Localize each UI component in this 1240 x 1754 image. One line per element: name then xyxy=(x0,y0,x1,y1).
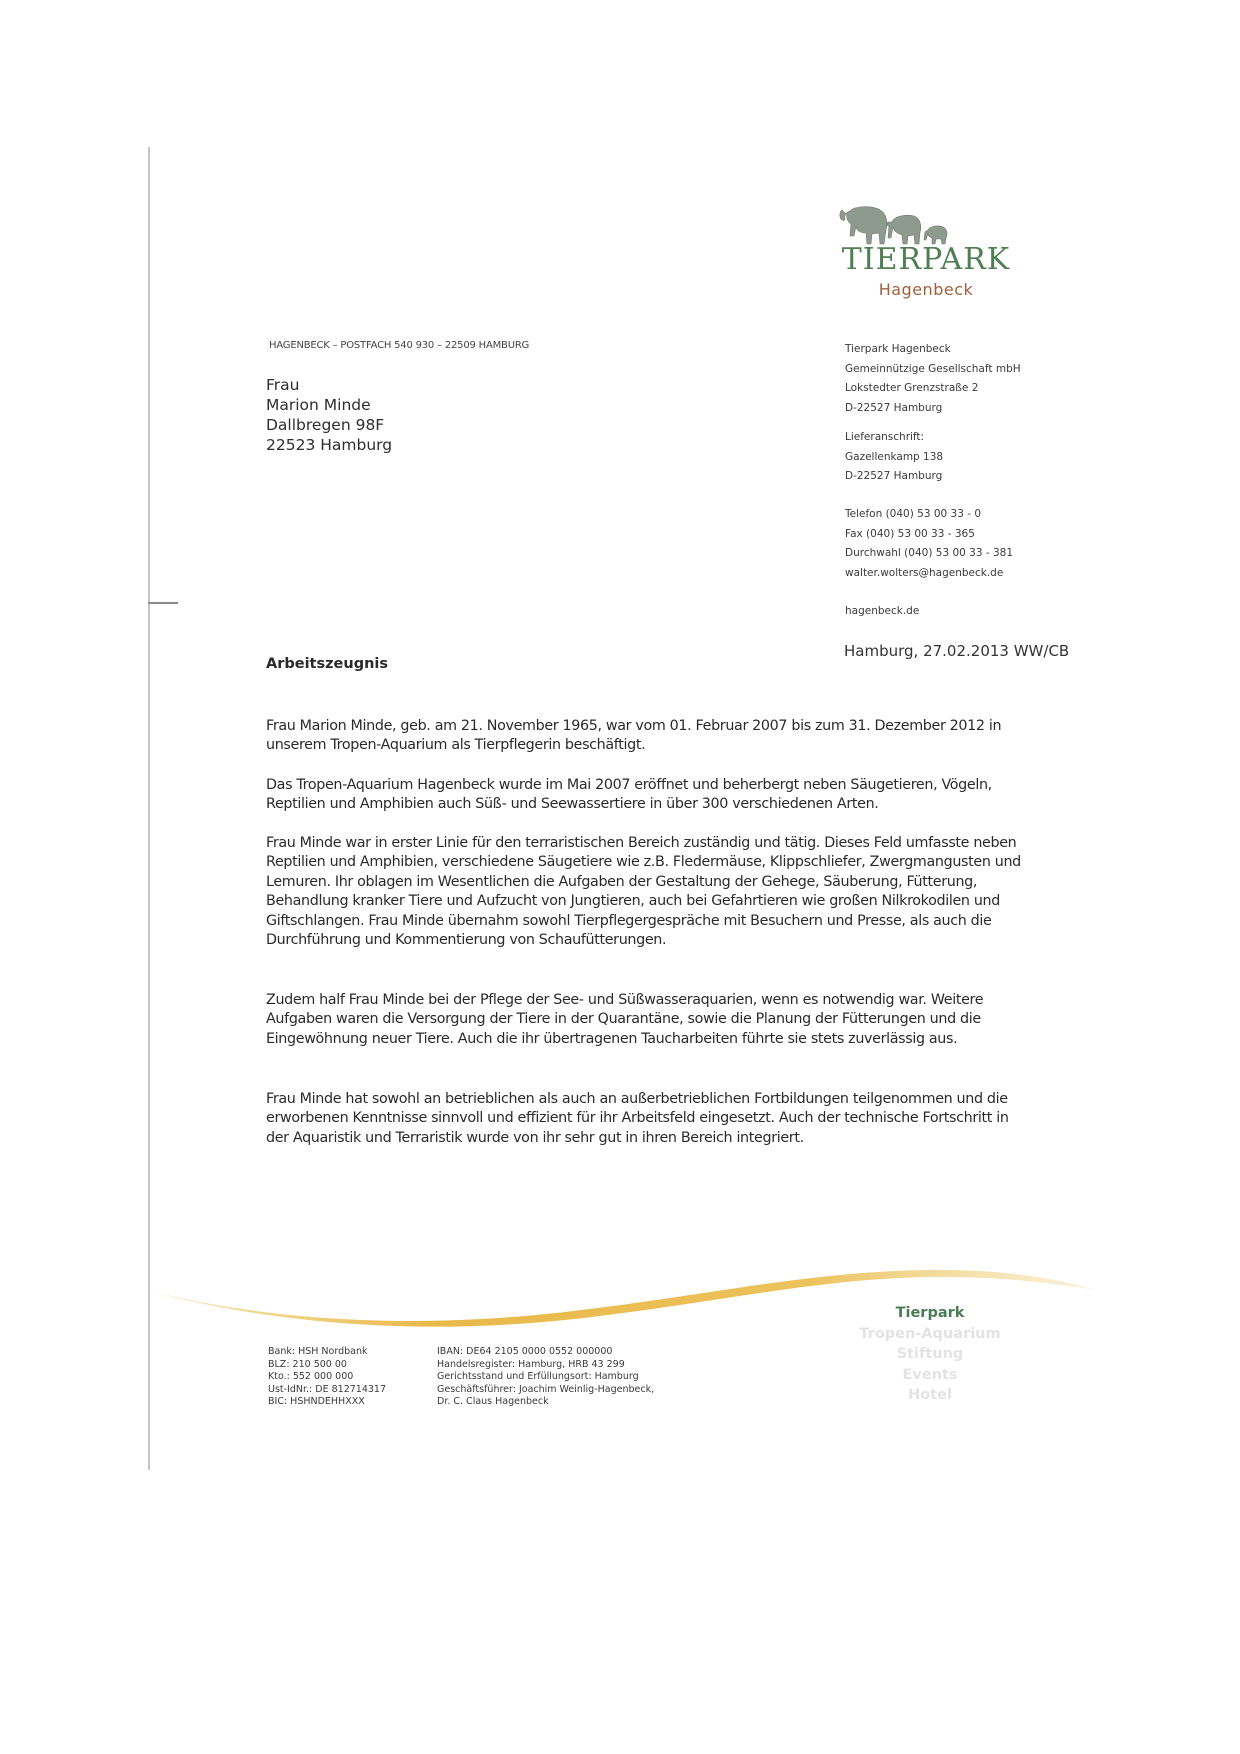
body-paragraph: Frau Minde war in erster Linie für den terraristischen Bereich zuständig und tätig. Dieses Feld umfasste neben Reptilien und Amphibien, verschiedene Säugetiere wie z.B. Fledermäuse, Klippschliefer, Zwergmangusten und Lemuren. Ihr oblagen im Wesentlichen die Aufgaben der Gestaltung der Gehege, Säuberung, Fütterung, Behandlung kranker Tiere und Aufzucht von Jungtieren, auch bei Gefahrtieren wie großen Nilkrokodilen und Giftschlangen. Frau Minde übernahm sowohl Tierpflegergespräche mit Besuchern und Presse, als auch die Durchführung und Kommentierung von Schaufütterungen. xyxy=(266,835,1021,949)
brand-tropen-aquarium: Tropen-Aquarium xyxy=(859,1325,1001,1342)
footer-legal-details xyxy=(437,1346,654,1409)
delivery-city: D-22527 Hamburg xyxy=(845,470,943,482)
delivery-address xyxy=(845,428,943,487)
elephants-icon xyxy=(836,200,1016,248)
company-name: Tierpark Hagenbeck xyxy=(845,343,951,355)
company-city: D-22527 Hamburg xyxy=(845,401,943,414)
brand-stiftung: Stiftung xyxy=(896,1346,964,1362)
company-address xyxy=(845,340,1021,418)
brand-list xyxy=(830,1303,1030,1406)
recipient-salutation: Frau xyxy=(266,376,300,394)
recipient-address xyxy=(266,375,392,455)
footer-bank-line: BLZ: 210 500 00 xyxy=(268,1358,347,1370)
footer-bank-details xyxy=(268,1346,386,1409)
body-paragraph: Frau Minde hat sowohl an betrieblichen als auch an außerbetrieblichen Fortbildungen teilgenommen und die erworbenen Kenntnisse sinnvoll und effizient für ihr Arbeitsfeld eingesetzt. Auch der technische Fortschritt in der Aquaristik und Terraristik wurde von ihr sehr gut in ihren Bereich integriert. xyxy=(266,1091,1009,1146)
footer-legal-line: IBAN: DE64 2105 0000 0552 000000 xyxy=(437,1346,613,1357)
footer-legal-line: Geschäftsführer: Joachim Weinlig-Hagenbeck, xyxy=(437,1383,655,1395)
company-street: Lokstedter Grenzstraße 2 xyxy=(845,382,979,394)
letter-subject: Arbeitszeugnis xyxy=(266,656,389,672)
footer-bank-line: Bank: HSH Nordbank xyxy=(268,1346,368,1357)
recipient-street: Dallbregen 98F xyxy=(266,416,385,434)
delivery-street: Gazellenkamp 138 xyxy=(845,450,944,463)
fax: Fax (040) 53 00 33 - 365 xyxy=(845,527,975,540)
logo-title: TIERPARK xyxy=(841,242,1011,277)
footer-legal-line: Gerichtsstand und Erfüllungsort: Hamburg xyxy=(437,1371,639,1382)
company-legal-form: Gemeinnützige Gesellschaft mbH xyxy=(845,362,1021,375)
website-block xyxy=(845,602,919,622)
brand-hotel: Hotel xyxy=(908,1387,952,1403)
recipient-name: Marion Minde xyxy=(266,396,371,414)
logo-subtitle: Hagenbeck xyxy=(878,280,974,299)
tierpark-logo xyxy=(836,200,1016,304)
body-paragraph: Zudem half Frau Minde bei der Pflege der See- und Süßwasseraquarien, wenn es notwendig war. Weitere Aufgaben waren die Versorgung der Tiere in der Quarantäne, sowie die Planung der Fütterungen und die Eingewöhnung neuer Tiere. Auch die ihr übertragenen Taucharbeiten führte sie stets zuverlässig aus. xyxy=(266,992,984,1047)
brand-tierpark: Tierpark xyxy=(895,1305,965,1321)
footer-legal-line: Dr. C. Claus Hagenbeck xyxy=(437,1396,549,1407)
website-link[interactable]: hagenbeck.de xyxy=(845,605,920,617)
delivery-label: Lieferanschrift: xyxy=(845,431,925,443)
body-paragraph: Das Tropen-Aquarium Hagenbeck wurde im Mai 2007 eröffnet und beherbergt neben Säugetieren, Vögeln, Reptilien und Amphibien auch Süß- und Seewassertiere in über 300 verschiedenen Arten. xyxy=(266,777,992,813)
email-link[interactable]: walter.wolters@hagenbeck.de xyxy=(845,566,1004,579)
body-paragraph: Frau Marion Minde, geb. am 21. November 1965, war vom 01. Februar 2007 bis zum 31. Dezember 2012 in unserem Tropen-Aquarium als Tierpflegerin beschäftigt. xyxy=(266,718,1002,754)
footer-bank-line: BIC: HSHNDEHHXXX xyxy=(268,1396,365,1407)
fold-mark xyxy=(148,602,178,604)
footer-legal-line: Handelsregister: Hamburg, HRB 43 299 xyxy=(437,1358,625,1370)
footer-bank-line: Kto.: 552 000 000 xyxy=(268,1371,354,1382)
recipient-city: 22523 Hamburg xyxy=(266,436,393,454)
direct-dial: Durchwahl (040) 53 00 33 - 381 xyxy=(845,547,1014,559)
phone: Telefon (040) 53 00 33 - 0 xyxy=(845,508,982,520)
sender-return-address: HAGENBECK – POSTFACH 540 930 – 22509 HAMBURG xyxy=(269,340,530,351)
footer-bank-line: Ust-IdNr.: DE 812714317 xyxy=(268,1383,387,1395)
brand-events: Events xyxy=(902,1366,958,1383)
date-line: Hamburg, 27.02.2013 WW/CB xyxy=(844,642,1070,660)
contact-info xyxy=(845,505,1013,583)
